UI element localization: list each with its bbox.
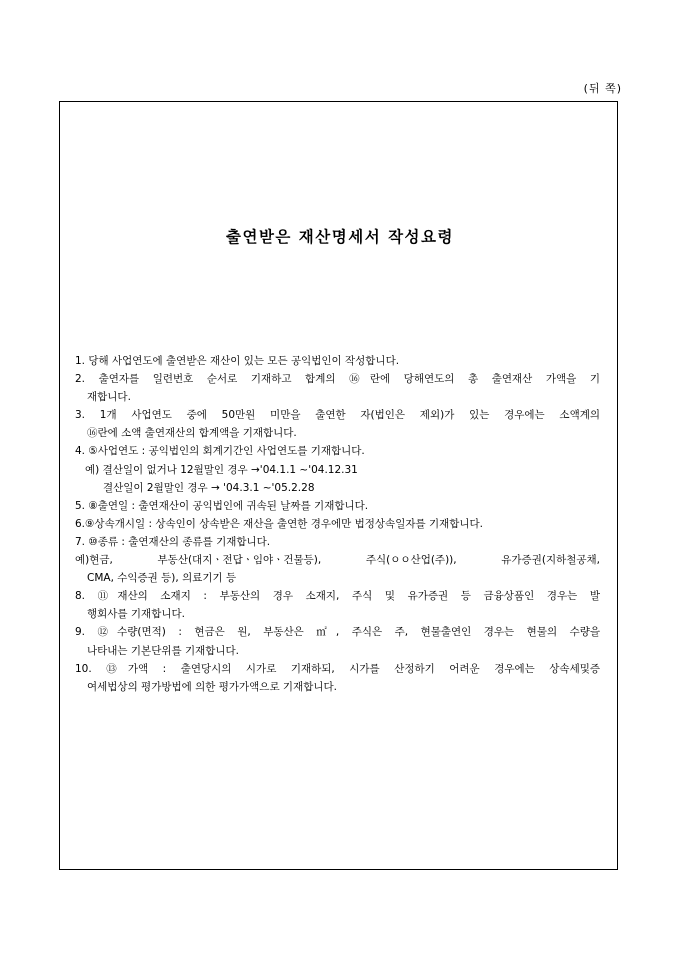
instruction-item-3 <box>75 406 600 442</box>
instruction-line: 여세법상의 평가방법에 의한 평가가액으로 기재합니다. <box>87 680 337 693</box>
instruction-item-10 <box>75 660 600 696</box>
instruction-line: 4. ⑤사업연도 : 공익법인의 회계기간인 사업연도를 기재합니다. <box>75 445 365 458</box>
instruction-line: 7. ⑩종류 : 출연재산의 종류를 기재합니다. <box>75 535 271 548</box>
document-title: 출연받은 재산명세서 작성요령 <box>226 227 454 246</box>
instruction-item-5 <box>75 497 600 515</box>
example-line: 결산일이 2월말인 경우 → '04.3.1 ~'05.2.28 <box>103 481 315 494</box>
instruction-item-7 <box>75 533 600 551</box>
instruction-line: 10. ⑬가액 : 출연당시의 시가로 기재하되, 시가를 산정하기 어려운 경우에는 상속세및증 <box>75 662 600 675</box>
instruction-example-types <box>75 551 600 587</box>
instruction-line: 재합니다. <box>87 391 131 404</box>
instruction-item-1 <box>75 352 600 370</box>
instruction-item-9 <box>75 623 600 659</box>
instruction-line: 2. 출연자를 일련번호 순서로 기재하고 합계의 ⑯란에 당해연도의 총 출연재산 가액을 기 <box>75 373 600 386</box>
instruction-line: 8. ⑪재산의 소재지 : 부동산의 경우 소재지, 주식 및 유가증권 등 금융상품인 경우는 발 <box>75 590 600 603</box>
example-line: 예)현금, 부동산(대지ㆍ전답ㆍ임야ㆍ건물등), 주식(ㅇㅇ산업(주)), 유가증권(지하철공채, <box>75 554 600 567</box>
instruction-item-4 <box>75 442 600 496</box>
page-side-label: (뒤 쪽) <box>583 82 622 95</box>
instruction-line: ⑯란에 소액 출연재산의 합계액을 기재합니다. <box>87 427 297 440</box>
instructions-list <box>75 352 600 696</box>
instruction-item-2 <box>75 370 600 406</box>
instruction-line: 6.⑨상속개시일 : 상속인이 상속받은 재산을 출연한 경우에만 법정상속일자를 기재합니다. <box>75 517 484 530</box>
instruction-line: 행회사를 기재합니다. <box>87 608 185 621</box>
instruction-line: 나타내는 기본단위를 기재합니다. <box>87 644 240 657</box>
instruction-item-8 <box>75 587 600 623</box>
instruction-line: 1. 당해 사업연도에 출연받은 재산이 있는 모든 공익법인이 작성합니다. <box>75 355 400 367</box>
example-line: CMA, 수익증권 등), 의료기기 등 <box>87 572 237 585</box>
example-line: 예) 결산일이 없거나 12월말인 경우 →'04.1.1 ~'04.12.31 <box>85 463 358 476</box>
instruction-line: 5. ⑧출연일 : 출연재산이 공익법인에 귀속된 날짜를 기재합니다. <box>75 499 369 512</box>
instruction-line: 9. ⑫수량(면적) : 현금은 원, 부동산은 ㎡, 주식은 주, 현물출연인 경우는 현물의 수량을 <box>75 626 600 639</box>
instruction-item-6 <box>75 515 600 533</box>
instruction-line: 3. 1개 사업연도 중에 50만원 미만을 출연한 자(법인은 제외)가 있는 경우에는 소액계의 <box>75 409 600 422</box>
